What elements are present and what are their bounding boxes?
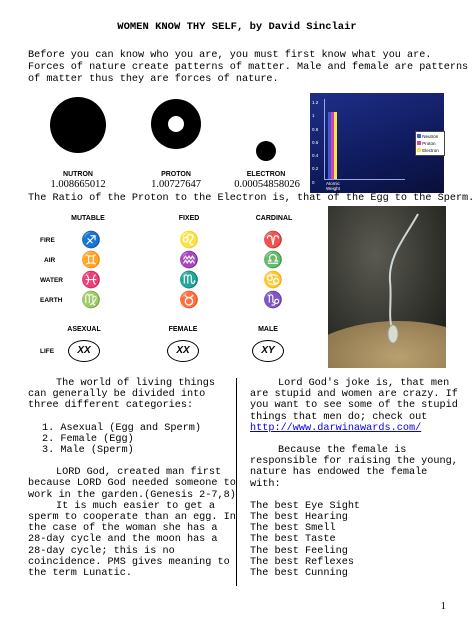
row-label-air: AIR	[44, 257, 56, 264]
life-header-asexual: ASEXUAL	[67, 326, 101, 333]
text-line: coincidence. PMS gives meaning to	[28, 556, 230, 568]
scorpio-icon: ♏	[179, 272, 199, 289]
text-line: work in the garden.(Genesis 2-7,8)	[28, 489, 236, 501]
column-header-mutable: MUTABLE	[71, 215, 105, 222]
list-item: 1. Asexual (Egg and Sperm)	[42, 422, 201, 434]
row-label-water: WATER	[40, 277, 63, 284]
tick-label: 0.8	[312, 126, 319, 132]
column-header-fixed: FIXED	[178, 215, 200, 222]
tick-label: 1	[312, 113, 315, 119]
chromosome-male: XY	[252, 340, 284, 362]
text-line: LORD God, created man first	[56, 467, 222, 479]
list-item: The best Hearing	[250, 512, 348, 524]
tick-label: 0.6	[312, 139, 319, 145]
leo-icon: ♌	[179, 232, 199, 249]
text-line: because LORD God needed someone to	[28, 478, 236, 490]
left-column	[28, 378, 236, 580]
x-axis-label: Atomic Weight	[326, 181, 340, 191]
intro-paragraph	[28, 50, 469, 86]
row-label-life: LIFE	[40, 348, 55, 355]
particle-label-proton: PROTON	[161, 171, 191, 178]
text-line: Lord God's joke is, that men	[278, 378, 450, 389]
text-line: nature has endowed the female	[250, 467, 428, 479]
text-line: 28-day cycle and the moon has a	[28, 534, 218, 546]
cancer-icon: ♋	[263, 272, 283, 289]
egg-sperm-illustration	[328, 206, 446, 368]
legend-item-proton: Proton	[417, 140, 443, 147]
aries-icon: ♈	[263, 232, 283, 249]
darwin-awards-link[interactable]: http://www.darwinawards.com/	[250, 422, 422, 434]
intro-line: of matter thus they are forces of nature.	[28, 74, 279, 85]
particle-diagram	[28, 95, 308, 192]
list-item: The best Smell	[250, 523, 336, 535]
page-number: 1	[440, 600, 446, 612]
text-line: are stupid and women are crazy. If	[250, 389, 458, 401]
tick-label: 0	[312, 179, 315, 185]
atomic-weight-chart	[310, 93, 444, 193]
intro-line: Forces of nature create patterns of matter. Male and female are patterns	[28, 62, 469, 73]
text-line: It is much easier to get a	[56, 500, 215, 512]
particle-label-electron: ELECTRON	[246, 171, 286, 178]
particle-label-neutron: NUTRON	[63, 171, 93, 178]
libra-icon: ♎	[263, 252, 283, 269]
electron-circle	[256, 141, 276, 161]
list-item: 3. Male (Sperm)	[42, 445, 134, 457]
text-line: with:	[250, 478, 281, 490]
text-line: the case of the woman she has a	[28, 523, 218, 535]
aquarius-icon: ♒	[179, 252, 199, 269]
list-item: The best Feeling	[250, 545, 348, 557]
particle-value-electron: 0.00054858026	[234, 179, 300, 190]
text-line: sperm to cooperate than an egg. In	[28, 512, 236, 524]
y-axis-ticks	[312, 96, 318, 189]
list-item: The best Reflexes	[250, 556, 354, 568]
text-line: things that men do; check out	[250, 411, 428, 423]
life-header-female: FEMALE	[168, 326, 198, 333]
egg-sperm-photo	[328, 206, 446, 368]
particle-value-neutron: 1.008665012	[50, 179, 106, 190]
tick-label: 0.4	[312, 153, 319, 159]
neutron-circle	[50, 97, 106, 153]
electron-bar	[334, 112, 337, 179]
particle-value-proton: 1.00727647	[151, 179, 201, 190]
list-item: The best Cunning	[250, 568, 348, 580]
chromosome-asexual: XX	[68, 340, 100, 362]
gemini-icon: ♊	[81, 252, 101, 269]
life-header-male: MALE	[258, 326, 278, 333]
capricorn-icon: ♑	[263, 292, 283, 309]
text-line: three different categories:	[28, 400, 194, 412]
right-column	[250, 378, 470, 579]
tick-label: 0.2	[312, 166, 319, 172]
text-line: can generally be divided into	[28, 389, 206, 401]
text-line: 28-day cycle; this is no	[28, 545, 175, 557]
intro-line: Before you can know who you are, you must first know what you are.	[28, 50, 432, 61]
virgo-icon: ♍	[81, 292, 101, 309]
text-line: Because the female is	[278, 445, 407, 457]
legend-item-electron: Electron	[417, 147, 443, 154]
sagittarius-icon: ♐	[81, 232, 101, 249]
text-line: The world of living things	[56, 378, 215, 389]
text-line: you want to see some of the stupid	[250, 400, 458, 412]
ratio-statement: The Ratio of the Proton to the Electron is, that of the Egg to the Sperm.	[28, 193, 474, 204]
list-item: The best Taste	[250, 534, 336, 546]
column-divider	[236, 378, 237, 586]
row-label-fire: FIRE	[40, 237, 55, 244]
chart-plot-area	[324, 99, 405, 180]
row-label-earth: EARTH	[40, 297, 63, 304]
text-line: the term Lunatic.	[28, 568, 132, 580]
taurus-icon: ♉	[179, 292, 199, 309]
tick-label: 1.2	[312, 100, 319, 105]
list-item: 2. Female (Egg)	[42, 433, 134, 445]
chromosome-female: XX	[167, 340, 199, 362]
list-item: The best Eye Sight	[250, 500, 361, 512]
chart-legend	[415, 131, 445, 156]
pisces-icon: ♓	[81, 272, 101, 289]
column-header-cardinal: CARDINAL	[255, 215, 293, 222]
legend-item-neutron: Neutron	[417, 133, 443, 140]
text-line: responsible for raising the young,	[250, 456, 458, 468]
zodiac-table	[28, 210, 308, 370]
proton-ring	[151, 99, 201, 149]
page-title: WOMEN KNOW THY SELF, by David Sinclair	[117, 21, 357, 33]
